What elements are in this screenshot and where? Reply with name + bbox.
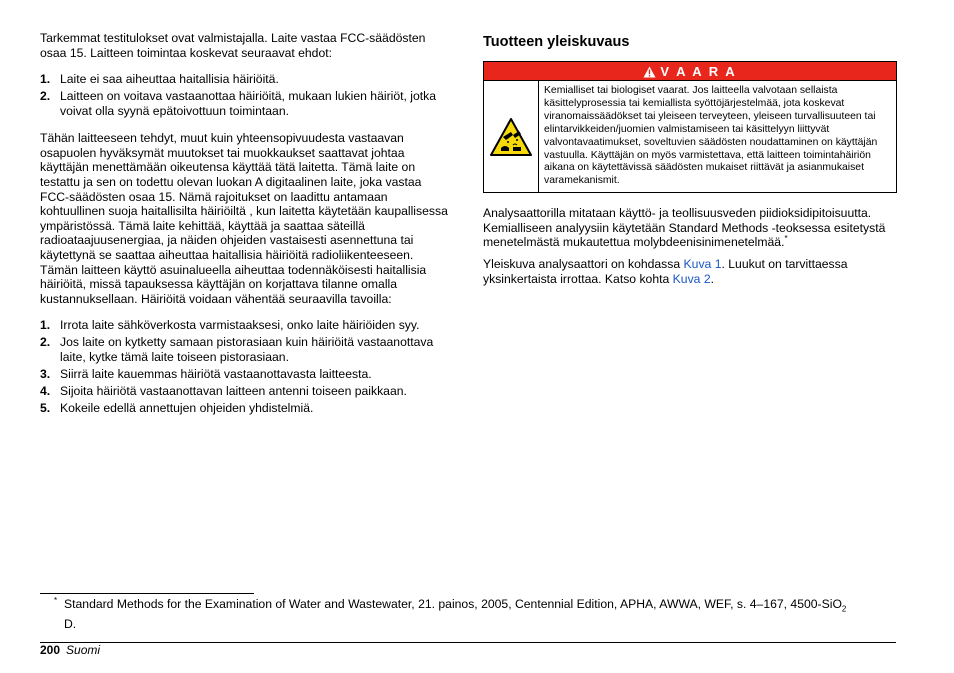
warning-box: [483, 61, 897, 193]
list-text: Jos laite on kytketty samaan pistorasiaan kuin häiriöitä vastaanottava laite, kytke tämä laite toiseen pistorasiaan.: [60, 335, 434, 364]
warning-body: [484, 81, 896, 192]
list-item: [40, 89, 453, 118]
footer-divider: [40, 642, 896, 643]
list-number: 5.: [40, 400, 51, 415]
list-number: 3.: [40, 366, 51, 381]
footnote-reference[interactable]: *: [784, 234, 788, 244]
footnote-subscript: 2: [841, 604, 847, 614]
list-item: [40, 367, 453, 382]
footnote-tail: D.: [64, 617, 77, 632]
list-text: Sijoita häiriötä vastaanottavan laitteen antenni toiseen paikkaan.: [60, 383, 407, 398]
overview-paragraph: [483, 206, 898, 250]
list-number: 1.: [40, 72, 51, 87]
footnote: [54, 597, 904, 632]
list-item: [40, 72, 453, 87]
fcc-paragraph: Tähän laitteeseen tehdyt, muut kuin yhteensopivuudesta vastaavan osapuolen hyväksymät muutokset tai muokkaukset saattavat johtaa käyttäjän menettämään oikeutensa käyttää tätä laitetta. Tämä laite on testattu ja sen on todettu olevan luokan A digitaalinen laite, joka vastaa FCC-säädösten osaa 15. Nämä rajoitukset on laadittu antamaan kohtuullinen suoja haitallisilta häiriöiltä , kun laitetta käytetään kaupallisessa ympäristössä. Tämä laite kehittää, käyttää ja saattaa säteillä radioataajuusenergiaa, ja näiden ohjeiden vastaisesti asennettuna tai käytettynä se saattaa aiheuttaa haitallisia häiriöitä radioliikenteeseen. Tämän laitteen käyttö asuinalueella aiheuttaa todennäköisesti haitallisia häiriöitä, missä tapauksessa käyttäjän on korjattava tilanne omalla kustannuksellaan. Häiriöitä voidaan vähentää seuraavilla tavoilla:: [40, 131, 448, 306]
right-column: [483, 31, 898, 293]
footnote-divider: [40, 593, 254, 594]
list-text: Laitteen on voitava vastaanottaa häiriöitä, mukaan lukien häiriöt, jotka voivat olla syynä epätoivottuun toimintaan.: [60, 89, 437, 118]
warning-text: Kemialliset tai biologiset vaarat. Jos laitteella valvotaan sellaista käsittelyprosessia tai kemiallista syöttöjärjestelmää, jota koskevat viranomaissäädökset tai yleiseen terveyteen, yleiseen turvallisuuteen tai elintarvikkeiden/juomien valmistamiseen tai käsittelyyn liittyvät valvontavaatimukset, soveltuvien säädösten noudattaminen on käyttäjän vastuulla. Käyttäjän on myös varmistettava, että laitteen toimintahäiriön aikana on käytettävissä säädösten mukaiset riittävät ja asianmukaiset varamekanismit.: [544, 85, 878, 187]
list-number: 2.: [40, 335, 51, 350]
corrosive-hazard-icon: [489, 117, 533, 157]
warning-triangle-icon: [643, 66, 656, 78]
figure-text-b: . Luukut on tarvittaessa yksinkertaista irrottaa. Katso kohta: [483, 257, 848, 286]
section-heading: Tuotteen yleiskuvaus: [483, 34, 630, 50]
figure-text-a: Yleiskuva analysaattori on kohdassa: [483, 257, 684, 272]
list-item: [40, 318, 453, 333]
list-number: 2.: [40, 89, 51, 104]
list-item: [40, 335, 453, 364]
intro-paragraph: Tarkemmat testitulokset ovat valmistajalla. Laite vastaa FCC-säädösten osaa 15. Laitteen toimintaa koskevat seuraavat ehdot:: [40, 31, 426, 60]
warning-label: V A A R A: [660, 64, 737, 79]
overview-text: Analysaattorilla mitataan käyttö- ja teollisuusveden piidioksidipitoisuutta. Kemialliseen analyysiin käytetään Standard Methods -teoksessa esitetystä menetelmästä mukautettua molybdeenisinimenetelmää.: [483, 206, 886, 250]
page-number: 200: [40, 643, 61, 657]
list-text: Laite ei saa aiheuttaa haitallisia häiriöitä.: [60, 72, 279, 87]
footer-language: Suomi: [66, 643, 101, 657]
steps-list: [40, 318, 453, 415]
list-number: 1.: [40, 318, 51, 333]
conditions-list: [40, 72, 453, 118]
left-column: [40, 31, 453, 428]
warning-header: [484, 62, 896, 81]
list-item: [40, 384, 453, 399]
figure-2-link[interactable]: Kuva 2: [672, 271, 711, 286]
list-text: Kokeile edellä annettujen ohjeiden yhdistelmiä.: [60, 400, 314, 415]
list-item: [40, 401, 453, 416]
footnote-text: [54, 597, 904, 632]
figure-text-c: .: [710, 271, 715, 286]
list-number: 4.: [40, 383, 51, 398]
footnote-body: Standard Methods for the Examination of Water and Wastewater, 21. painos, 2005, Centennial Edition, APHA, AWWA, WEF, s. 4–167, 4500-SiO: [64, 597, 842, 611]
list-text: Siirrä laite kauemmas häiriötä vastaanottavasta laitteesta.: [60, 366, 372, 381]
figure-paragraph: [483, 257, 898, 286]
page-footer: [40, 643, 100, 657]
list-text: Irrota laite sähköverkosta varmistaaksesi, onko laite häiriöiden syy.: [60, 318, 420, 333]
footnote-mark: *: [54, 596, 58, 605]
warning-icon-cell: [484, 81, 539, 192]
figure-1-link[interactable]: Kuva 1: [683, 257, 722, 272]
